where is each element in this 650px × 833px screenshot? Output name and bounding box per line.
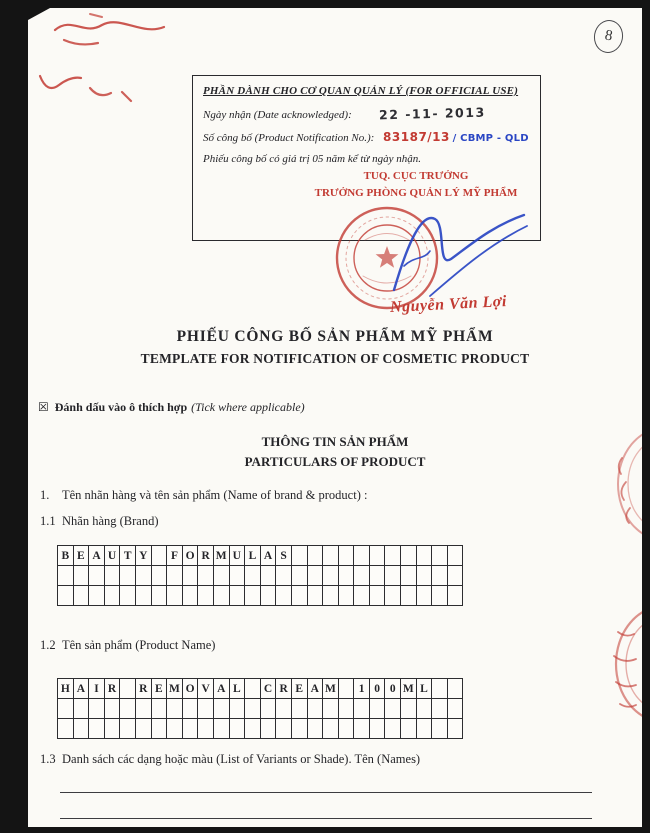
char-cell xyxy=(276,719,292,739)
char-cell xyxy=(74,719,90,739)
char-cell xyxy=(370,586,386,606)
char-cell xyxy=(401,546,417,566)
tick-instruction-vi: Đánh dấu vào ô thích hợp xyxy=(54,400,188,414)
char-cell xyxy=(58,566,74,586)
char-cell xyxy=(74,586,90,606)
notification-number-label: Số công bố (Product Notification No.): xyxy=(203,132,375,144)
char-cell xyxy=(74,699,90,719)
char-cell xyxy=(354,546,370,566)
tick-instruction-en: (Tick where applicable) xyxy=(191,400,305,414)
char-cell: F xyxy=(167,546,183,566)
char-cell: I xyxy=(89,679,105,699)
char-cell xyxy=(261,699,277,719)
char-cell: A xyxy=(89,546,105,566)
document-title-vi: PHIẾU CÔNG BỐ SẢN PHẨM MỸ PHẨM xyxy=(176,328,494,345)
char-cell xyxy=(183,586,199,606)
char-cell xyxy=(58,719,74,739)
char-cell xyxy=(214,566,230,586)
char-cell xyxy=(152,566,168,586)
char-cell: M xyxy=(401,679,417,699)
char-cell xyxy=(120,586,136,606)
signature-ink xyxy=(380,204,530,304)
char-cell xyxy=(152,546,168,566)
item-1-2-number: 1.2 xyxy=(40,638,56,652)
char-cell xyxy=(432,586,448,606)
char-cell: O xyxy=(183,546,199,566)
char-cell xyxy=(58,699,74,719)
char-cell xyxy=(401,586,417,606)
char-cell xyxy=(245,679,261,699)
char-cell xyxy=(245,699,261,719)
page-number: 8 xyxy=(603,27,614,45)
char-cell xyxy=(354,586,370,606)
char-cell xyxy=(385,586,401,606)
char-cell xyxy=(417,566,433,586)
char-cell: U xyxy=(105,546,121,566)
char-cell xyxy=(339,586,355,606)
char-cell xyxy=(89,719,105,739)
char-cell xyxy=(245,566,261,586)
char-cell xyxy=(230,586,246,606)
char-cell xyxy=(448,679,464,699)
char-cell xyxy=(198,699,214,719)
char-cell xyxy=(448,719,464,739)
section-title-en: PARTICULARS OF PRODUCT xyxy=(244,453,426,469)
char-cell: R xyxy=(276,679,292,699)
char-cell xyxy=(417,699,433,719)
item-1-1-text: Nhãn hàng (Brand) xyxy=(62,514,159,528)
char-cell xyxy=(183,719,199,739)
char-cell: M xyxy=(323,679,339,699)
char-cell xyxy=(417,586,433,606)
char-cell xyxy=(74,566,90,586)
document-title-en: TEMPLATE FOR NOTIFICATION OF COSMETIC PRODUCT xyxy=(140,351,530,366)
tick-instruction xyxy=(38,400,305,415)
item-1-3-number: 1.3 xyxy=(40,752,56,766)
char-cell xyxy=(292,566,308,586)
item-1-1-number: 1.1 xyxy=(40,514,56,528)
char-cell xyxy=(448,586,464,606)
char-cell xyxy=(183,699,199,719)
char-cell xyxy=(354,566,370,586)
char-cell xyxy=(323,566,339,586)
section-title-vi: THÔNG TIN SẢN PHẨM xyxy=(261,434,409,449)
char-cell xyxy=(214,719,230,739)
char-cell: V xyxy=(198,679,214,699)
char-cell xyxy=(230,699,246,719)
char-cell xyxy=(120,699,136,719)
char-cell xyxy=(89,566,105,586)
authority-office: TRƯỞNG PHÒNG QUẢN LÝ MỸ PHẨM xyxy=(314,187,518,200)
char-cell xyxy=(417,719,433,739)
char-cell xyxy=(323,719,339,739)
char-cell xyxy=(370,699,386,719)
char-cell xyxy=(261,719,277,739)
char-cell xyxy=(308,719,324,739)
char-cell xyxy=(136,586,152,606)
char-cell xyxy=(432,679,448,699)
char-cell: M xyxy=(167,679,183,699)
char-cell xyxy=(120,719,136,739)
item-1-text: Tên nhãn hàng và tên sản phẩm (Name of brand & product) : xyxy=(62,488,368,502)
char-cell: S xyxy=(276,546,292,566)
char-cell: E xyxy=(292,679,308,699)
brand-name-grid xyxy=(57,545,463,606)
validity-note: Phiếu công bố có giá trị 05 năm kể từ ngày nhận. xyxy=(203,153,422,165)
char-cell xyxy=(385,546,401,566)
variants-writing-line-2 xyxy=(60,818,592,819)
checked-checkbox-icon: ☒ xyxy=(38,400,49,414)
char-cell xyxy=(385,566,401,586)
char-cell xyxy=(261,566,277,586)
authority-title: TUQ. CỤC TRƯỞNG xyxy=(363,170,469,182)
char-cell xyxy=(448,699,464,719)
char-cell xyxy=(323,586,339,606)
char-cell xyxy=(292,546,308,566)
char-cell xyxy=(354,699,370,719)
char-cell xyxy=(105,586,121,606)
char-cell xyxy=(432,546,448,566)
char-cell xyxy=(198,566,214,586)
document-title xyxy=(28,328,642,367)
char-cell xyxy=(339,679,355,699)
char-cell xyxy=(385,719,401,739)
signer-name: Nguyễn Văn Lợi xyxy=(389,292,508,317)
char-cell: E xyxy=(152,679,168,699)
notification-number-stamp: 83187/13 xyxy=(383,130,450,144)
char-cell xyxy=(308,586,324,606)
char-cell xyxy=(354,719,370,739)
char-cell xyxy=(167,586,183,606)
char-cell xyxy=(276,699,292,719)
char-cell xyxy=(214,586,230,606)
char-cell: R xyxy=(136,679,152,699)
char-cell xyxy=(214,699,230,719)
edge-stamp-fragment-lower xyxy=(600,604,642,726)
char-cell: R xyxy=(105,679,121,699)
char-cell xyxy=(292,699,308,719)
char-cell xyxy=(370,719,386,739)
char-cell xyxy=(105,566,121,586)
char-cell: H xyxy=(58,679,74,699)
char-cell xyxy=(198,586,214,606)
item-1-number: 1. xyxy=(40,488,50,502)
edge-stamp-fragment-upper xyxy=(602,424,642,544)
char-cell: T xyxy=(120,546,136,566)
char-cell xyxy=(136,566,152,586)
char-cell xyxy=(245,719,261,739)
char-cell xyxy=(339,719,355,739)
char-cell xyxy=(152,586,168,606)
char-cell xyxy=(230,566,246,586)
char-cell: L xyxy=(417,679,433,699)
char-cell: A xyxy=(214,679,230,699)
char-cell xyxy=(120,679,136,699)
char-cell xyxy=(276,586,292,606)
page-number-badge xyxy=(591,18,625,56)
char-cell xyxy=(167,719,183,739)
char-cell xyxy=(417,546,433,566)
char-cell xyxy=(167,699,183,719)
char-cell xyxy=(136,699,152,719)
char-cell: A xyxy=(74,679,90,699)
signing-authority-block xyxy=(300,168,532,202)
char-cell xyxy=(105,719,121,739)
char-cell xyxy=(432,719,448,739)
char-cell xyxy=(198,719,214,739)
char-cell xyxy=(448,566,464,586)
item-1-3 xyxy=(40,752,420,767)
char-cell: E xyxy=(74,546,90,566)
char-cell xyxy=(167,566,183,586)
char-cell xyxy=(120,566,136,586)
char-cell xyxy=(183,566,199,586)
official-use-header: PHẦN DÀNH CHO CƠ QUAN QUẢN LÝ (FOR OFFICIAL USE) xyxy=(203,85,519,97)
char-cell xyxy=(308,699,324,719)
char-cell xyxy=(385,699,401,719)
handwritten-red-marks xyxy=(34,12,214,112)
validity-row xyxy=(203,153,532,165)
char-cell xyxy=(136,719,152,739)
product-name-grid xyxy=(57,678,463,739)
char-cell xyxy=(58,586,74,606)
char-cell xyxy=(245,586,261,606)
char-cell xyxy=(339,546,355,566)
char-cell xyxy=(370,546,386,566)
char-cell: C xyxy=(261,679,277,699)
char-cell xyxy=(292,719,308,739)
char-cell xyxy=(432,566,448,586)
char-cell xyxy=(276,566,292,586)
char-cell xyxy=(370,566,386,586)
char-cell xyxy=(89,699,105,719)
char-cell xyxy=(152,719,168,739)
document-page xyxy=(28,8,642,827)
char-cell xyxy=(339,566,355,586)
variants-writing-line-1 xyxy=(60,792,592,793)
char-cell xyxy=(323,546,339,566)
char-cell xyxy=(339,699,355,719)
char-cell xyxy=(323,699,339,719)
char-cell: M xyxy=(214,546,230,566)
char-cell: U xyxy=(230,546,246,566)
char-cell: B xyxy=(58,546,74,566)
char-cell: Y xyxy=(136,546,152,566)
date-received-stamp: 22 -11- 2013 xyxy=(378,104,486,123)
char-cell xyxy=(401,699,417,719)
char-cell xyxy=(261,586,277,606)
char-cell: R xyxy=(198,546,214,566)
char-cell xyxy=(432,699,448,719)
char-cell xyxy=(401,719,417,739)
char-cell xyxy=(152,699,168,719)
char-cell: 0 xyxy=(370,679,386,699)
char-cell: A xyxy=(261,546,277,566)
notification-number-suffix: / CBMP - QLD xyxy=(452,133,529,144)
char-cell xyxy=(401,566,417,586)
date-acknowledged-label: Ngày nhận (Date acknowledged): xyxy=(203,109,352,121)
char-cell xyxy=(308,566,324,586)
char-cell: 1 xyxy=(354,679,370,699)
char-cell: 0 xyxy=(385,679,401,699)
item-1-3-text: Danh sách các dạng hoặc màu (List of Variants or Shade). Tên (Names) xyxy=(62,752,421,766)
char-cell xyxy=(105,699,121,719)
item-1-2-text: Tên sản phẩm (Product Name) xyxy=(62,638,216,652)
item-1-2 xyxy=(40,638,215,653)
date-acknowledged-row xyxy=(203,106,532,121)
char-cell: L xyxy=(245,546,261,566)
char-cell xyxy=(292,586,308,606)
char-cell: A xyxy=(308,679,324,699)
char-cell: O xyxy=(183,679,199,699)
notification-number-row xyxy=(203,130,532,144)
char-cell xyxy=(89,586,105,606)
section-title xyxy=(28,432,642,471)
char-cell xyxy=(308,546,324,566)
char-cell xyxy=(448,546,464,566)
char-cell xyxy=(230,719,246,739)
item-1 xyxy=(40,488,367,503)
item-1-1 xyxy=(40,514,159,529)
char-cell: L xyxy=(230,679,246,699)
